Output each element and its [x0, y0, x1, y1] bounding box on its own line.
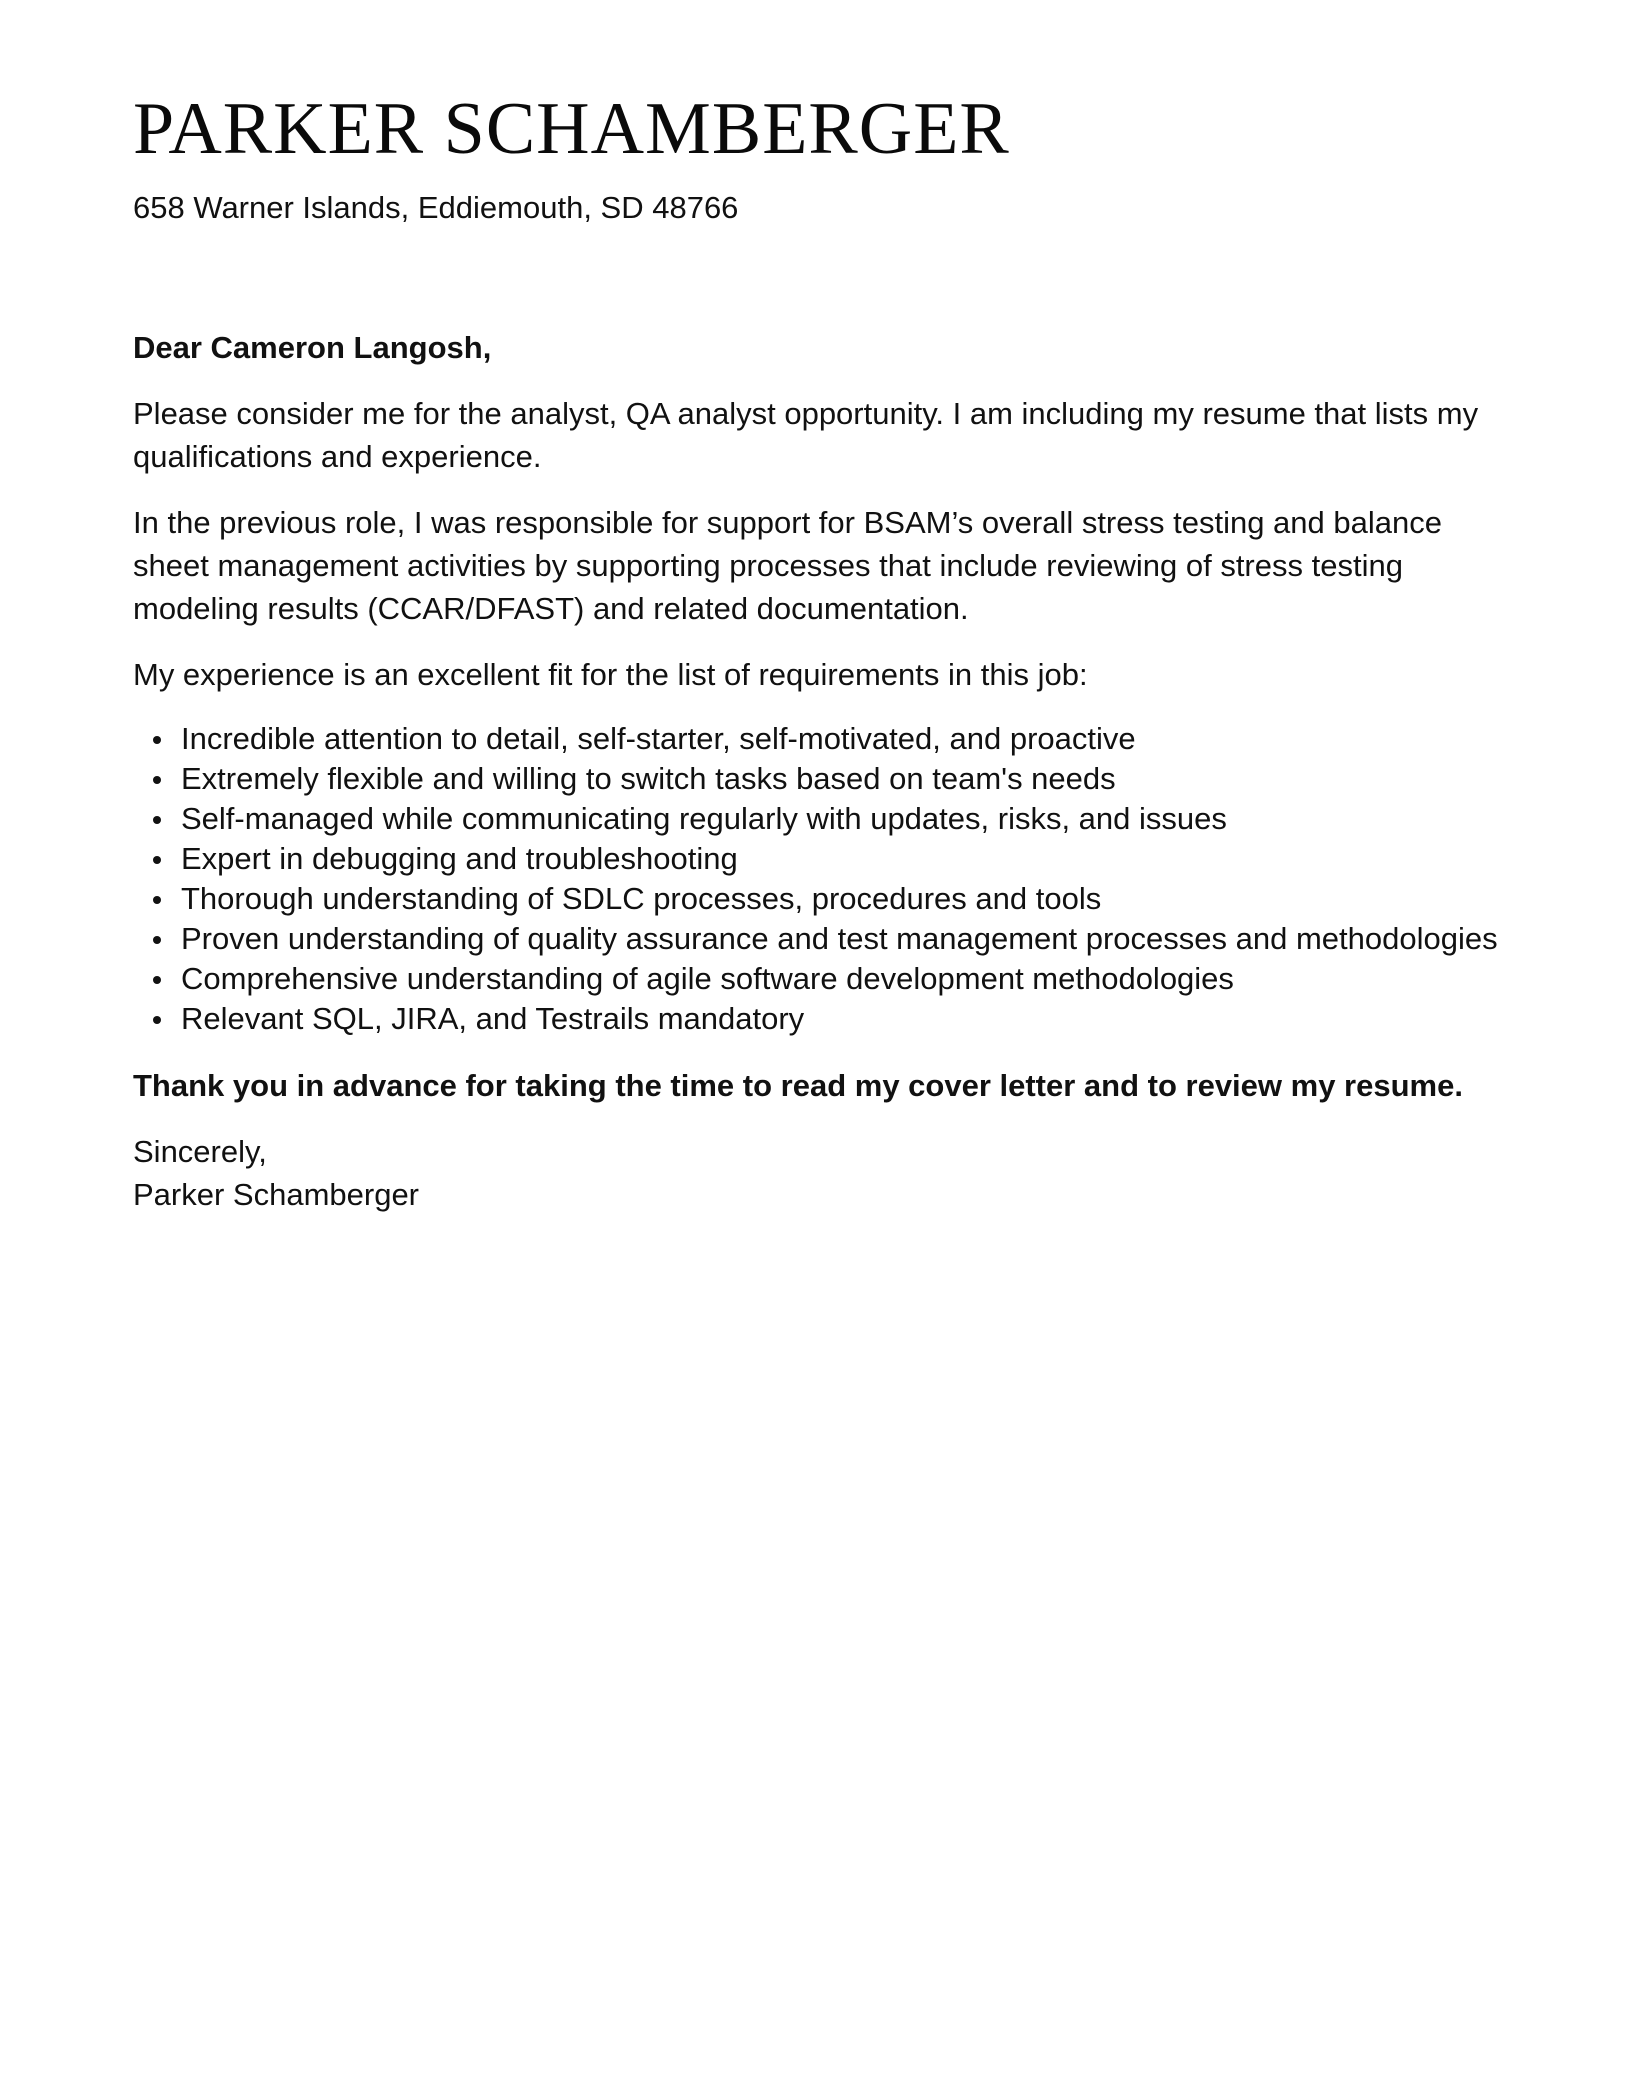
requirements-intro: My experience is an excellent fit for the list of requirements in this job:: [133, 657, 1088, 692]
list-item: Comprehensive understanding of agile software development methodologies: [181, 959, 1513, 999]
salutation: Dear Cameron Langosh,: [133, 330, 492, 365]
letter-body: [133, 326, 1513, 1216]
list-item: Relevant SQL, JIRA, and Testrails mandatory: [181, 999, 1513, 1039]
list-item: Extremely flexible and willing to switch tasks based on team's needs: [181, 759, 1513, 799]
signature-name: Parker Schamberger: [133, 1177, 420, 1212]
list-item: Thorough understanding of SDLC processes, procedures and tools: [181, 879, 1513, 919]
applicant-address: 658 Warner Islands, Eddiemouth, SD 48766: [133, 190, 739, 225]
list-item: Expert in debugging and troubleshooting: [181, 839, 1513, 879]
experience-paragraph: In the previous role, I was responsible for support for BSAM’s overall stress testing and balance sheet management activities by supporting processes that include reviewing of stress testing modeling results (CCAR/DFAST) and related documentation.: [133, 505, 1442, 626]
list-item: Incredible attention to detail, self-starter, self-motivated, and proactive: [181, 719, 1513, 759]
intro-paragraph: Please consider me for the analyst, QA analyst opportunity. I am including my resume that lists my qualifications and experience.: [133, 396, 1479, 474]
closing-note: Thank you in advance for taking the time to read my cover letter and to review my resume.: [133, 1068, 1463, 1103]
requirements-list: [133, 719, 1513, 1039]
list-item: Self-managed while communicating regularly with updates, risks, and issues: [181, 799, 1513, 839]
signoff: Sincerely,: [133, 1134, 267, 1169]
applicant-name: PARKER SCHAMBERGER: [133, 88, 1010, 170]
cover-letter-page: [133, 88, 1513, 1216]
list-item: Proven understanding of quality assurance and test management processes and methodologies: [181, 919, 1513, 959]
